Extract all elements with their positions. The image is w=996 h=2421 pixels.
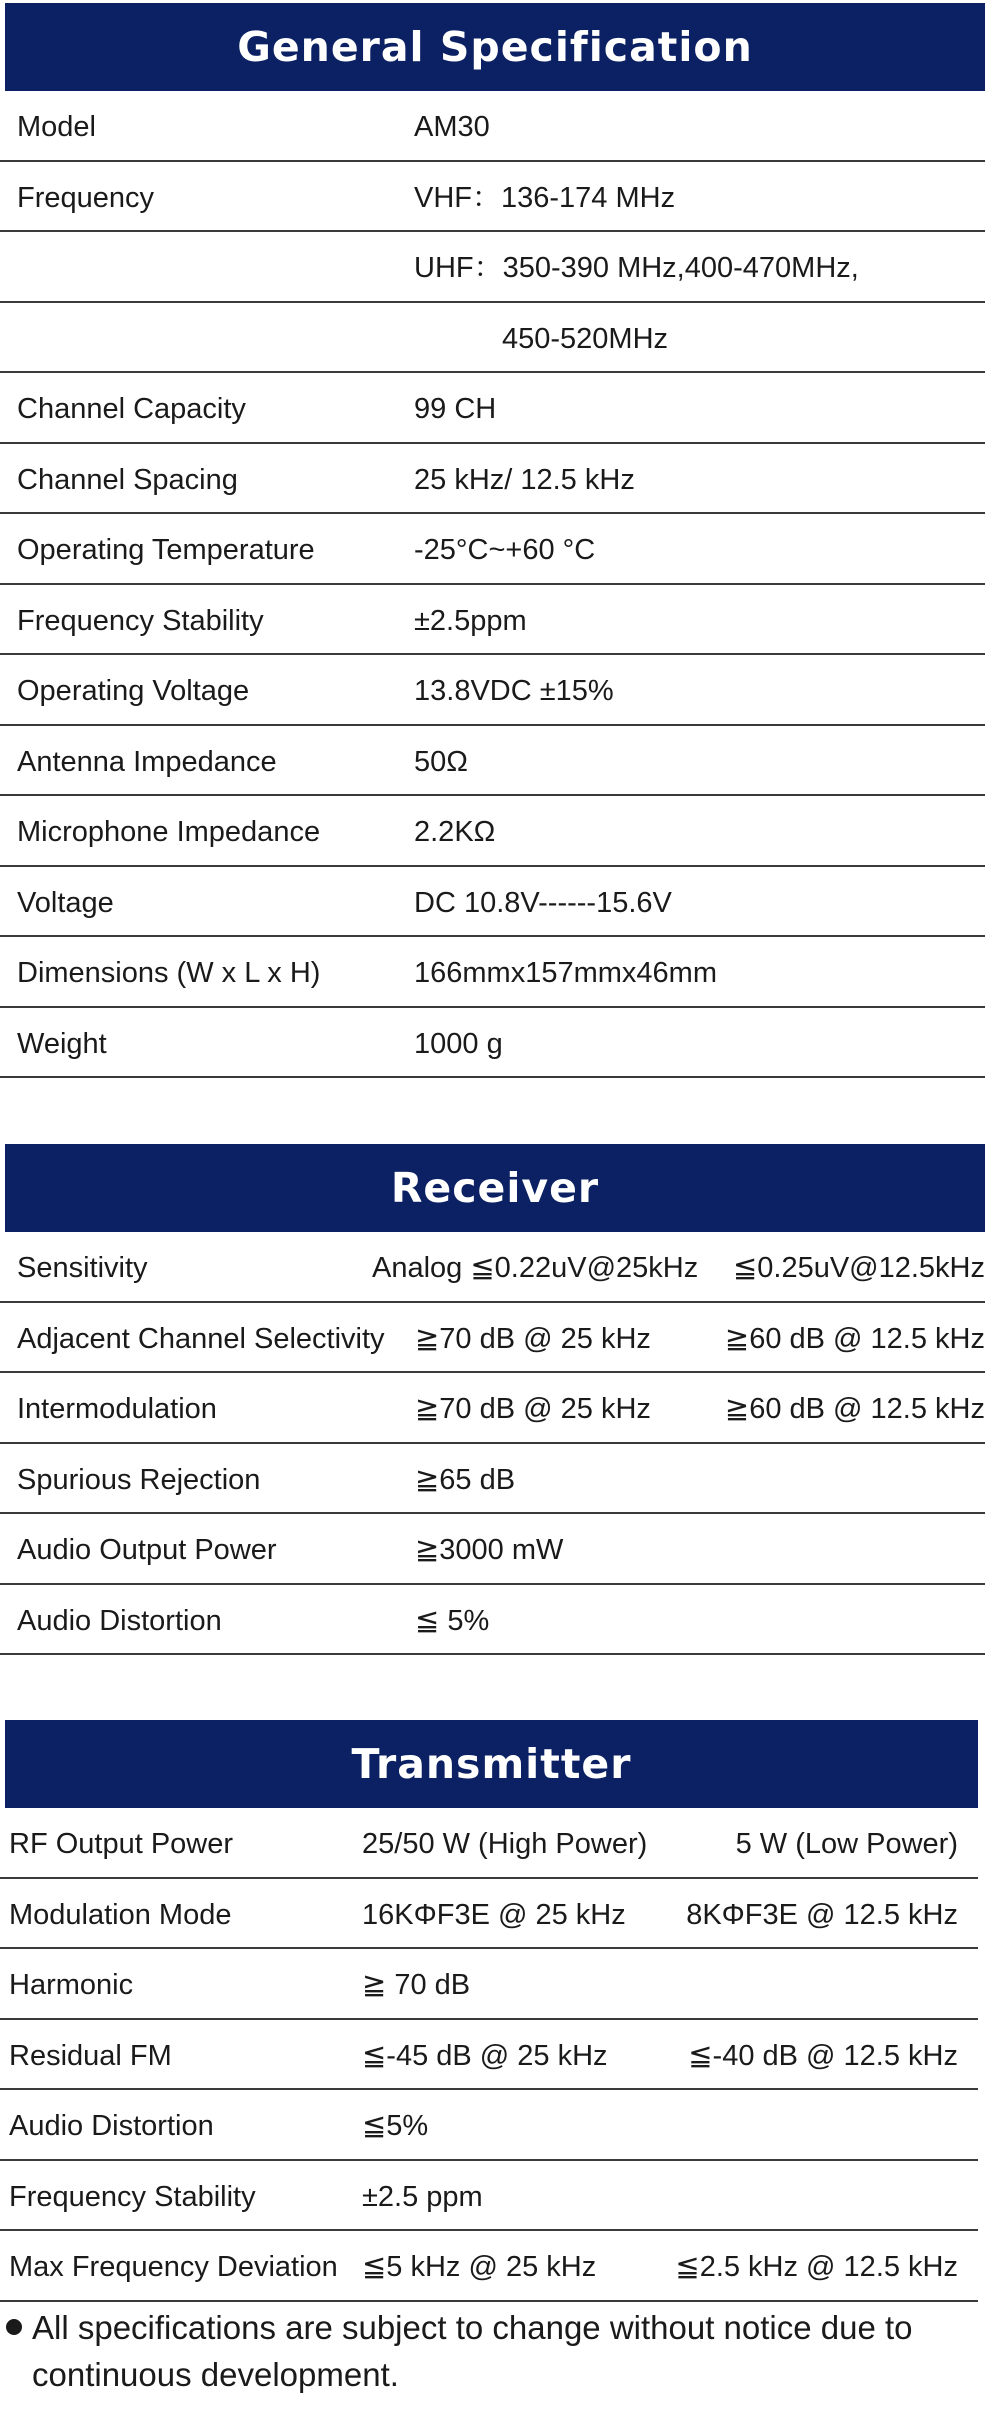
- table-row: [0, 1879, 978, 1950]
- table-row: [0, 1585, 985, 1656]
- spec-value: ≧65 dB: [415, 1463, 516, 1496]
- spec-value: ±2.5ppm: [414, 604, 527, 637]
- spec-value: ≦5 kHz @ 25 kHz: [362, 2251, 597, 2284]
- spec-value-secondary: ≦2.5 kHz @ 12.5 kHz: [675, 2251, 958, 2284]
- table-row: [0, 514, 985, 585]
- spec-label: Voltage: [17, 886, 114, 919]
- spec-value-secondary: ≦0.25uV@12.5kHz: [732, 1252, 985, 1285]
- table-row: [0, 2090, 978, 2161]
- table-row: [0, 1008, 985, 1079]
- spec-value: DC 10.8V------15.6V: [414, 886, 672, 919]
- spec-value: ±2.5 ppm: [362, 2180, 483, 2213]
- table-row: [0, 1949, 978, 2020]
- table-row: [0, 1303, 985, 1374]
- spec-value: ≧70 dB @ 25 kHz: [415, 1322, 651, 1355]
- spec-label: Channel Capacity: [17, 393, 246, 426]
- spec-label: Channel Spacing: [17, 463, 238, 496]
- table-row: [0, 796, 985, 867]
- table-row: [0, 726, 985, 797]
- spec-label: Microphone Impedance: [17, 816, 321, 849]
- table-row: [0, 937, 985, 1008]
- spec-label: Audio Output Power: [17, 1534, 277, 1567]
- spec-label: Intermodulation: [17, 1393, 217, 1426]
- footnote-text: All specifications are subject to change without notice due to continuous development.: [32, 2309, 913, 2393]
- transmitter-title: Transmitter: [351, 1740, 632, 1788]
- spec-value: 1000 g: [414, 1027, 503, 1060]
- spec-label: Antenna Impedance: [17, 745, 277, 778]
- table-row: [0, 585, 985, 656]
- table-row: [0, 1514, 985, 1585]
- table-row: [0, 162, 985, 233]
- general-spec-title: General Specification: [237, 23, 753, 71]
- table-row: [0, 444, 985, 515]
- spec-value: Analog ≦0.22uV@25kHz: [372, 1252, 699, 1285]
- table-row: [0, 867, 985, 938]
- spec-label: Audio Distortion: [17, 1604, 222, 1637]
- spec-label: Weight: [17, 1027, 107, 1060]
- table-row: [0, 655, 985, 726]
- spec-label: Frequency Stability: [9, 2180, 256, 2213]
- table-row: [0, 1808, 978, 1879]
- spec-value: 450-520MHz: [502, 322, 669, 355]
- spec-value: 99 CH: [414, 393, 497, 426]
- spec-value: 16KΦF3E @ 25 kHz: [362, 1898, 626, 1931]
- spec-value: VHF：136-174 MHz: [414, 181, 676, 214]
- spec-value: 25 kHz/ 12.5 kHz: [414, 463, 635, 496]
- spec-label: Adjacent Channel Selectivity: [17, 1322, 385, 1355]
- table-row: [0, 2231, 978, 2302]
- table-row: [0, 1373, 985, 1444]
- spec-label: Max Frequency Deviation: [9, 2251, 338, 2284]
- receiver-header: [5, 1144, 985, 1232]
- spec-label: Modulation Mode: [9, 1898, 232, 1931]
- spec-value: -25°C~+60 °C: [414, 534, 596, 567]
- spec-value-secondary: ≧60 dB @ 12.5 kHz: [724, 1393, 985, 1426]
- spec-label: Dimensions (W x L x H): [17, 957, 321, 990]
- table-row: [0, 303, 985, 374]
- spec-value-secondary: ≦-40 dB @ 12.5 kHz: [688, 2039, 958, 2072]
- spec-value: 2.2KΩ: [414, 816, 496, 849]
- spec-value: UHF：350-390 MHz,400-470MHz,: [414, 252, 859, 285]
- spec-value-secondary: ≧60 dB @ 12.5 kHz: [724, 1322, 985, 1355]
- spec-value: 25/50 W (High Power): [362, 1828, 648, 1861]
- spec-label: Sensitivity: [17, 1252, 148, 1285]
- general-spec-table: [0, 91, 985, 1078]
- table-row: [0, 373, 985, 444]
- spec-label: Spurious Rejection: [17, 1463, 261, 1496]
- spec-value: ≧ 70 dB: [362, 1969, 471, 2002]
- footnote: [6, 2304, 991, 2398]
- spec-value: ≦5%: [362, 2110, 429, 2143]
- receiver-title: Receiver: [390, 1164, 600, 1212]
- spec-value: 166mmx157mmx46mm: [414, 957, 717, 990]
- spec-label: Harmonic: [9, 1969, 134, 2002]
- spec-label: Frequency: [17, 181, 155, 214]
- spec-label: Audio Distortion: [9, 2110, 214, 2143]
- table-row: [0, 2020, 978, 2091]
- spec-value: ≦-45 dB @ 25 kHz: [362, 2039, 608, 2072]
- receiver-table: [0, 1232, 985, 1655]
- transmitter-table: [0, 1808, 978, 2302]
- table-row: [0, 91, 985, 162]
- spec-label: RF Output Power: [9, 1828, 234, 1861]
- spec-value: AM30: [414, 111, 490, 144]
- spec-label: Operating Temperature: [17, 534, 315, 567]
- transmitter-header: [5, 1720, 978, 1808]
- spec-label: Frequency Stability: [17, 604, 264, 637]
- spec-value: 50Ω: [414, 745, 468, 778]
- spec-value: ≦ 5%: [415, 1604, 490, 1637]
- spec-label: Model: [17, 111, 96, 144]
- spec-label: Operating Voltage: [17, 675, 250, 708]
- spec-value: ≧70 dB @ 25 kHz: [415, 1393, 651, 1426]
- table-row: [0, 1444, 985, 1515]
- bullet-icon: [6, 2319, 22, 2335]
- spec-value: ≧3000 mW: [415, 1534, 564, 1567]
- spec-value: 13.8VDC ±15%: [414, 675, 614, 708]
- spec-value-secondary: 8KΦF3E @ 12.5 kHz: [686, 1898, 958, 1931]
- general-spec-header: [5, 3, 985, 91]
- spec-value-secondary: 5 W (Low Power): [735, 1828, 958, 1861]
- spec-label: Residual FM: [9, 2039, 172, 2072]
- table-row: [0, 232, 985, 303]
- table-row: [0, 1232, 985, 1303]
- table-row: [0, 2161, 978, 2232]
